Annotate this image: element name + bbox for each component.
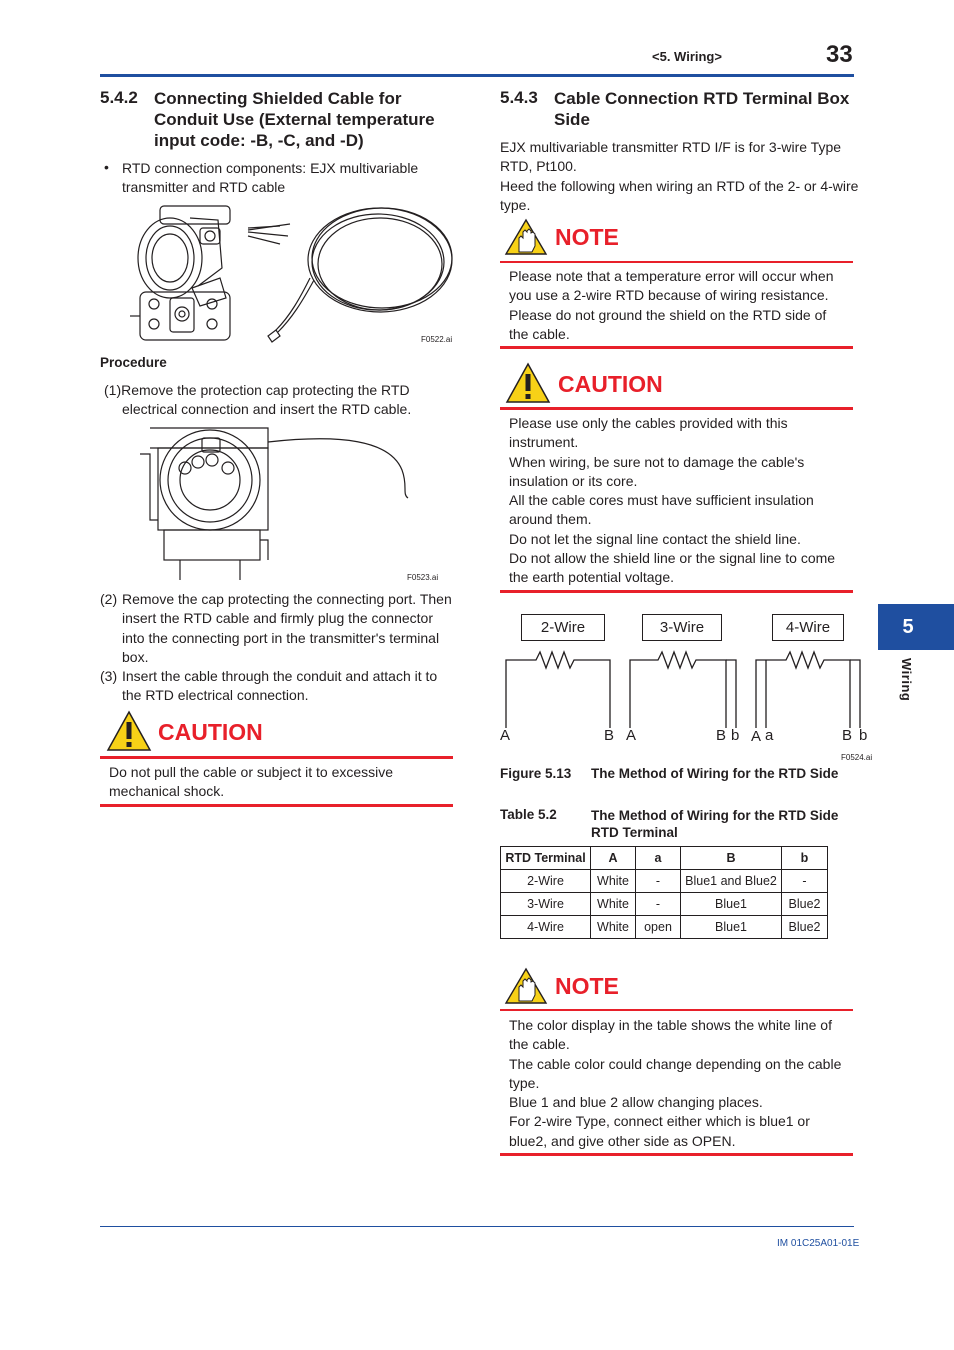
rtd-connection-figure [140, 420, 430, 585]
section-title-542 [154, 88, 435, 151]
table-cell: White [591, 870, 636, 893]
caution-line: insulation or its core. [509, 472, 638, 489]
terminal-letter: A [500, 727, 511, 744]
wiring-diagram [500, 596, 873, 766]
section-title-543 [554, 88, 849, 130]
table-caption-text [591, 807, 838, 841]
section-number-543: 5.4.3 [500, 88, 538, 107]
caution-heading: CAUTION [158, 719, 263, 745]
wire-label-2: 2-Wire [521, 614, 605, 641]
terminal-letter: b [859, 727, 868, 744]
table-cell: Blue1 [681, 893, 782, 916]
table-row [501, 870, 828, 893]
note-line: Please do not ground the shield on the RTD side of [509, 306, 827, 323]
transmitter-and-cable-figure [130, 198, 460, 348]
note-heading: NOTE [555, 973, 619, 999]
step-3-num: (3) [100, 668, 118, 684]
step-line: Insert the cable through the conduit and attach it to [122, 668, 438, 684]
terminal-letter: B [842, 727, 853, 744]
table-cell: 4-Wire [501, 916, 591, 939]
warning-triangle-icon [106, 710, 152, 752]
intro-line: RTD, Pt100. [500, 158, 577, 175]
caution-line: mechanical shock. [109, 783, 225, 800]
table-header-row [501, 847, 828, 870]
page-number: 33 [826, 41, 853, 68]
chapter-tab-label: Wiring [899, 658, 914, 702]
section-title-line: Conduit Use (External temperature [154, 110, 435, 129]
table-row [501, 893, 828, 916]
caution-top-rule [500, 407, 853, 410]
table-row [501, 916, 828, 939]
chapter-tab [878, 604, 954, 650]
caution-line: Do not let the signal line contact the shield line. [509, 530, 801, 547]
intro-line: EJX multivariable transmitter RTD I/F is for 3-wire Type [500, 139, 842, 155]
figure-caption-number: Figure 5.13 [500, 766, 572, 781]
procedure-label: Procedure [100, 355, 167, 370]
intro-line: Heed the following when wiring an RTD of the 2- or 4-wire [500, 177, 859, 194]
section-number-542: 5.4.2 [100, 88, 138, 107]
wire-label-4: 4-Wire [772, 614, 844, 641]
terminal-letter: a [765, 727, 774, 744]
bullet-dot: • [104, 159, 109, 175]
section-title-line: input code: -B, -C, and -D) [154, 131, 364, 150]
caution-line: Do not pull the cable or subject it to excessive [109, 764, 394, 780]
table-cell: Blue1 and Blue2 [681, 870, 782, 893]
section-title-line: Side [554, 110, 590, 129]
table-header-cell: A [591, 847, 636, 870]
note-line: type. [509, 1074, 540, 1091]
terminal-letter: A [751, 728, 762, 745]
table-cell: 3-Wire [501, 893, 591, 916]
step-line: box. [122, 648, 149, 665]
note-line: the cable. [509, 1036, 570, 1053]
figure-code: F0522.ai [421, 335, 453, 344]
note-line: blue2, and give other side as OPEN. [509, 1132, 736, 1149]
running-header-chapter: <5. Wiring> [652, 49, 722, 64]
table-header-cell: B [681, 847, 782, 870]
caution-bottom-rule [500, 590, 853, 593]
note-line: The cable color could change depending on the cable [509, 1055, 842, 1072]
table-header-cell: b [782, 847, 828, 870]
table-cell: - [636, 870, 681, 893]
note-line: the cable. [509, 325, 570, 342]
table-caption-number: Table 5.2 [500, 807, 557, 822]
note-text [509, 267, 834, 344]
table-caption-line: The Method of Wiring for the RTD Side [591, 808, 839, 823]
table-cell: - [636, 893, 681, 916]
note-hand-icon [504, 218, 548, 256]
note-line: For 2-wire Type, connect either which is blue1 or [509, 1113, 810, 1130]
note-top-rule [500, 261, 853, 263]
table-cell: White [591, 893, 636, 916]
note-top-rule [500, 1009, 853, 1011]
caution-heading: CAUTION [558, 371, 663, 397]
step-line: the RTD electrical connection. [122, 687, 309, 704]
note-line: Blue 1 and blue 2 allow changing places. [509, 1094, 763, 1111]
bullet-text [122, 159, 418, 198]
step-line: into the connecting port in the transmitter's terminal [122, 629, 440, 646]
note-line: The color display in the table shows the white line of [509, 1017, 832, 1033]
caution-line: the earth potential voltage. [509, 569, 675, 586]
note-bottom-rule [500, 1153, 853, 1156]
document-id: IM 01C25A01-01E [777, 1238, 860, 1249]
caution-line: Please use only the cables provided with this [509, 415, 788, 431]
table-caption-line: RTD Terminal [591, 825, 678, 840]
bullet-line: RTD connection components: EJX multivariable [122, 160, 419, 176]
figure-code: F0524.ai [841, 753, 873, 762]
step-2-text [122, 590, 452, 667]
note-heading: NOTE [555, 224, 619, 250]
header-rule [100, 74, 854, 77]
section-title-line: Connecting Shielded Cable for [154, 89, 402, 108]
table-cell: 2-Wire [501, 870, 591, 893]
step-line: Remove the cap protecting the connecting port. Then [122, 591, 452, 607]
table-cell: open [636, 916, 681, 939]
caution-line: All the cable cores must have sufficient insulation [509, 492, 814, 509]
step-line: insert the RTD cable and firmly plug the connector [122, 610, 434, 627]
terminal-letter: A [626, 727, 637, 744]
figure-caption-text: The Method of Wiring for the RTD Side [591, 766, 839, 781]
caution-line: Do not allow the shield line or the signal line to come [509, 550, 836, 567]
table-header-cell: RTD Terminal [501, 847, 591, 870]
caution-bottom-rule [100, 804, 453, 807]
note-line: you use a 2-wire RTD because of wiring resistance. [509, 287, 829, 304]
step-line: electrical connection and insert the RTD cable. [122, 401, 412, 418]
table-header-cell: a [636, 847, 681, 870]
step-1-text [104, 381, 411, 420]
table-cell: Blue2 [782, 916, 828, 939]
bullet-line: transmitter and RTD cable [122, 179, 286, 196]
table-cell: Blue1 [681, 916, 782, 939]
table-cell: Blue2 [782, 893, 828, 916]
note-bottom-rule [500, 346, 853, 349]
terminal-letter: B [604, 727, 615, 744]
resistor-schematic [500, 646, 870, 736]
caution-top-rule [100, 756, 453, 759]
step-3-text [122, 667, 437, 706]
note-text [509, 1016, 841, 1151]
figure-code: F0523.ai [407, 573, 439, 582]
caution-line: around them. [509, 511, 592, 528]
warning-triangle-icon [505, 362, 551, 404]
intro-text [500, 138, 858, 215]
note-hand-icon [504, 967, 548, 1005]
step-2-num: (2) [100, 591, 118, 607]
footer-rule [100, 1226, 854, 1227]
terminal-letter: b [731, 727, 740, 744]
section-title-line: Cable Connection RTD Terminal Box [554, 89, 850, 108]
table-cell: - [782, 870, 828, 893]
note-line: Please note that a temperature error will occur when [509, 268, 834, 284]
caution-text [509, 414, 835, 588]
caution-line: instrument. [509, 434, 579, 451]
chapter-tab-number: 5 [902, 616, 914, 638]
step-line: (1)Remove the protection cap protecting the RTD [104, 382, 410, 398]
rtd-wiring-table [500, 846, 828, 939]
caution-line: When wiring, be sure not to damage the cable's [509, 453, 805, 470]
wire-label-3: 3-Wire [642, 614, 722, 641]
caution-text [109, 763, 393, 802]
terminal-letter: B [716, 727, 727, 744]
table-cell: White [591, 916, 636, 939]
intro-line: type. [500, 196, 531, 213]
